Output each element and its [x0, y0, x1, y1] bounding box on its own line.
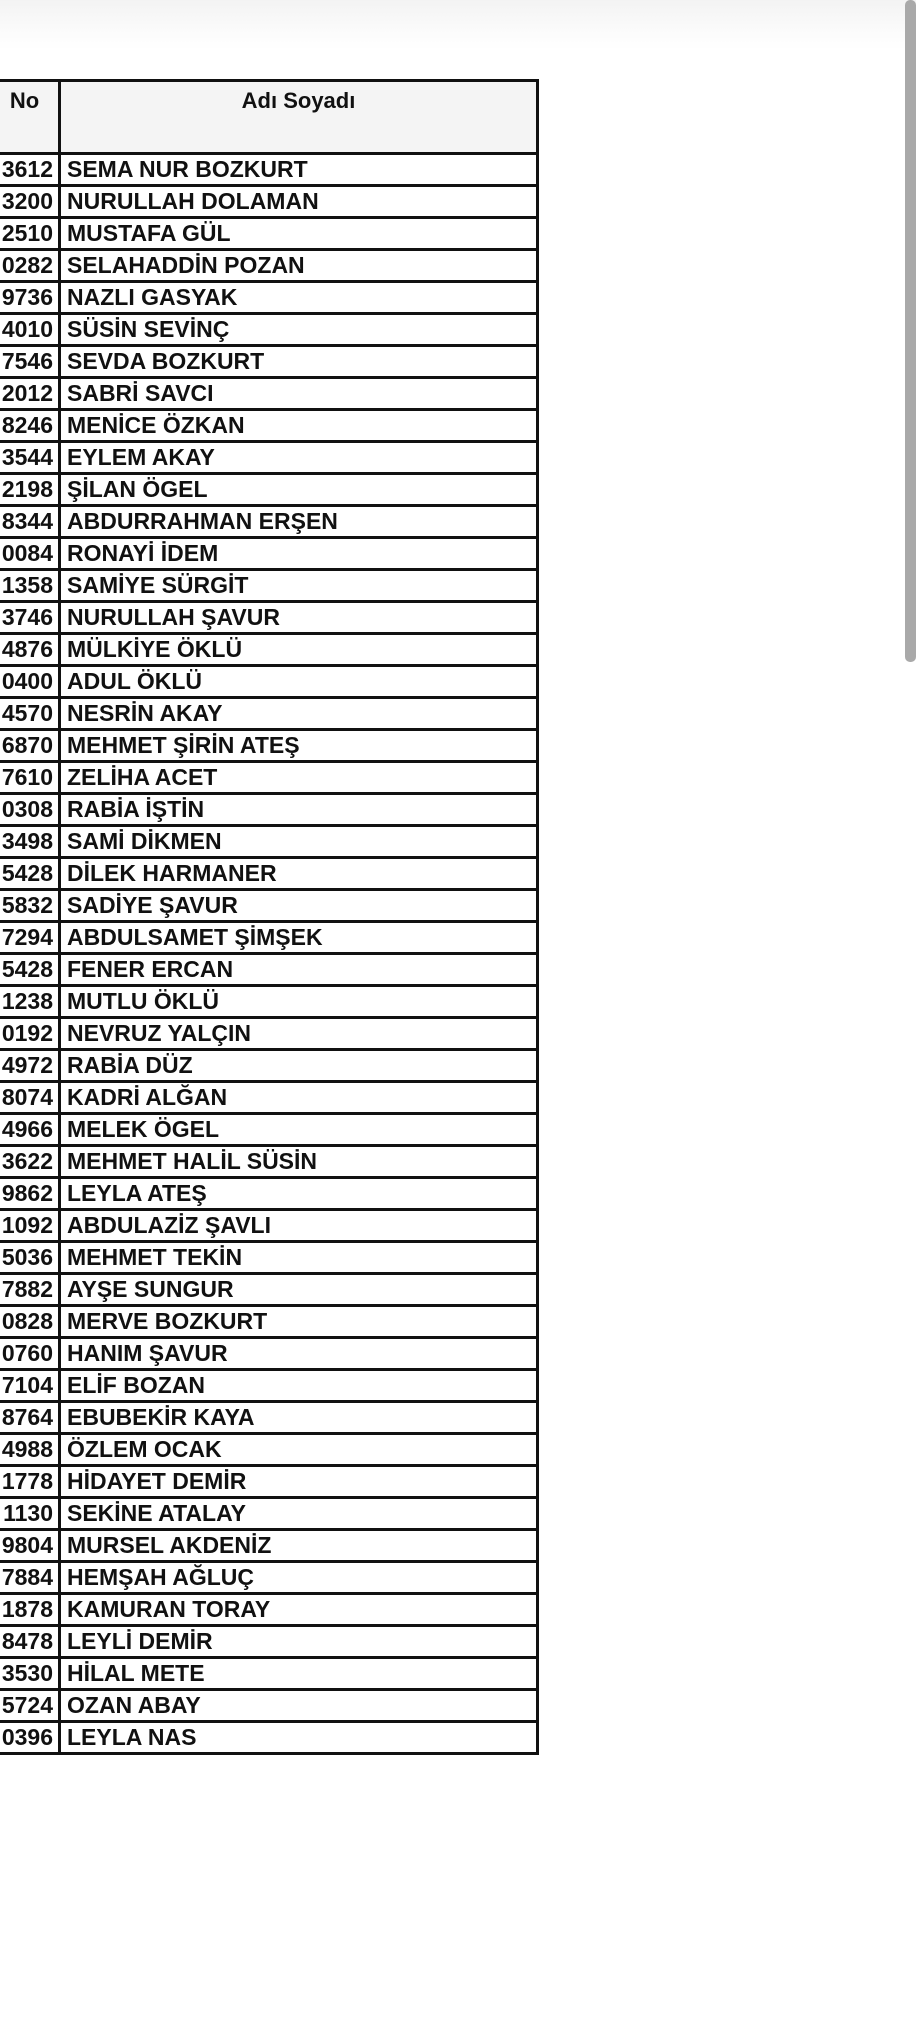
table-row	[0, 1562, 538, 1594]
row-number: 9736	[0, 282, 60, 314]
table-row	[0, 1050, 538, 1082]
row-number: 5428	[0, 954, 60, 986]
row-number: 4966	[0, 1114, 60, 1146]
column-header-name: Adı Soyadı	[60, 81, 538, 154]
row-full-name: MURSEL AKDENİZ	[60, 1530, 538, 1562]
row-full-name: DİLEK HARMANER	[60, 858, 538, 890]
table-row	[0, 1018, 538, 1050]
table-row	[0, 1530, 538, 1562]
row-full-name: SEVDA BOZKURT	[60, 346, 538, 378]
table-row	[0, 346, 538, 378]
row-full-name: SAMİ DİKMEN	[60, 826, 538, 858]
table-row	[0, 474, 538, 506]
row-full-name: RABİA İŞTİN	[60, 794, 538, 826]
row-number: 1778	[0, 1466, 60, 1498]
table-row	[0, 538, 538, 570]
vertical-scrollbar[interactable]	[905, 0, 916, 662]
table-row	[0, 410, 538, 442]
row-number: 4972	[0, 1050, 60, 1082]
row-number: 7884	[0, 1562, 60, 1594]
table-row	[0, 1274, 538, 1306]
row-full-name: ABDULAZİZ ŞAVLI	[60, 1210, 538, 1242]
row-number: 0282	[0, 250, 60, 282]
row-number: 8478	[0, 1626, 60, 1658]
table-row	[0, 1306, 538, 1338]
row-full-name: MEHMET ŞİRİN ATEŞ	[60, 730, 538, 762]
row-full-name: NURULLAH ŞAVUR	[60, 602, 538, 634]
table-row	[0, 250, 538, 282]
table-row	[0, 1402, 538, 1434]
table-row	[0, 1114, 538, 1146]
row-number: 2510	[0, 218, 60, 250]
table-row	[0, 442, 538, 474]
table-row	[0, 1146, 538, 1178]
row-full-name: RONAYİ İDEM	[60, 538, 538, 570]
row-number: 8074	[0, 1082, 60, 1114]
table-row	[0, 506, 538, 538]
table-row	[0, 826, 538, 858]
row-full-name: KAMURAN TORAY	[60, 1594, 538, 1626]
table-row	[0, 730, 538, 762]
row-number: 4876	[0, 634, 60, 666]
row-full-name: SEKİNE ATALAY	[60, 1498, 538, 1530]
row-number: 1130	[0, 1498, 60, 1530]
row-full-name: SÜSİN SEVİNÇ	[60, 314, 538, 346]
row-number: 7546	[0, 346, 60, 378]
table-row	[0, 634, 538, 666]
row-number: 5428	[0, 858, 60, 890]
row-number: 8344	[0, 506, 60, 538]
row-number: 4570	[0, 698, 60, 730]
row-full-name: HİDAYET DEMİR	[60, 1466, 538, 1498]
row-full-name: HİLAL METE	[60, 1658, 538, 1690]
row-full-name: SAMİYE SÜRGİT	[60, 570, 538, 602]
table-row	[0, 794, 538, 826]
row-number: 3530	[0, 1658, 60, 1690]
table-row	[0, 1498, 538, 1530]
table-row	[0, 698, 538, 730]
table-row	[0, 1658, 538, 1690]
row-number: 5036	[0, 1242, 60, 1274]
table-row	[0, 1178, 538, 1210]
name-list-table	[0, 79, 539, 1755]
table-row	[0, 1434, 538, 1466]
row-number: 0828	[0, 1306, 60, 1338]
row-full-name: KADRİ ALĞAN	[60, 1082, 538, 1114]
row-full-name: EBUBEKİR KAYA	[60, 1402, 538, 1434]
row-number: 3544	[0, 442, 60, 474]
row-number: 5832	[0, 890, 60, 922]
row-number: 2012	[0, 378, 60, 410]
row-number: 3498	[0, 826, 60, 858]
row-number: 3622	[0, 1146, 60, 1178]
row-number: 9804	[0, 1530, 60, 1562]
row-number: 0084	[0, 538, 60, 570]
table-row	[0, 922, 538, 954]
row-full-name: OZAN ABAY	[60, 1690, 538, 1722]
row-full-name: MUSTAFA GÜL	[60, 218, 538, 250]
row-full-name: ADUL ÖKLÜ	[60, 666, 538, 698]
row-number: 4010	[0, 314, 60, 346]
table-header-row	[0, 81, 538, 154]
table-body	[0, 154, 538, 1754]
row-number: 4988	[0, 1434, 60, 1466]
table-row	[0, 1690, 538, 1722]
row-number: 0396	[0, 1722, 60, 1754]
row-number: 0760	[0, 1338, 60, 1370]
row-number: 3200	[0, 186, 60, 218]
row-full-name: AYŞE SUNGUR	[60, 1274, 538, 1306]
table-row	[0, 762, 538, 794]
row-number: 1238	[0, 986, 60, 1018]
row-number: 7104	[0, 1370, 60, 1402]
row-full-name: HANIM ŞAVUR	[60, 1338, 538, 1370]
row-number: 7294	[0, 922, 60, 954]
row-full-name: LEYLA ATEŞ	[60, 1178, 538, 1210]
row-full-name: HEMŞAH AĞLUÇ	[60, 1562, 538, 1594]
column-header-no: No	[0, 81, 60, 154]
row-number: 1092	[0, 1210, 60, 1242]
row-full-name: MUTLU ÖKLÜ	[60, 986, 538, 1018]
row-number: 1358	[0, 570, 60, 602]
row-full-name: MÜLKİYE ÖKLÜ	[60, 634, 538, 666]
table-row	[0, 314, 538, 346]
row-number: 6870	[0, 730, 60, 762]
table-row	[0, 1242, 538, 1274]
row-number: 0192	[0, 1018, 60, 1050]
row-full-name: SABRİ SAVCI	[60, 378, 538, 410]
table-row	[0, 1082, 538, 1114]
row-number: 2198	[0, 474, 60, 506]
table-row	[0, 986, 538, 1018]
row-full-name: NAZLI GASYAK	[60, 282, 538, 314]
row-full-name: MELEK ÖGEL	[60, 1114, 538, 1146]
table-row	[0, 1594, 538, 1626]
row-full-name: MERVE BOZKURT	[60, 1306, 538, 1338]
table-row	[0, 282, 538, 314]
row-full-name: MEHMET TEKİN	[60, 1242, 538, 1274]
table-row	[0, 570, 538, 602]
row-number: 0308	[0, 794, 60, 826]
table-row	[0, 154, 538, 186]
table-row	[0, 1370, 538, 1402]
table-row	[0, 954, 538, 986]
row-number: 8764	[0, 1402, 60, 1434]
row-number: 9862	[0, 1178, 60, 1210]
table-row	[0, 1722, 538, 1754]
table-row	[0, 858, 538, 890]
row-full-name: ABDULSAMET ŞİMŞEK	[60, 922, 538, 954]
row-number: 5724	[0, 1690, 60, 1722]
row-full-name: NURULLAH DOLAMAN	[60, 186, 538, 218]
row-full-name: ZELİHA ACET	[60, 762, 538, 794]
row-full-name: MENİCE ÖZKAN	[60, 410, 538, 442]
table-row	[0, 186, 538, 218]
table-row	[0, 602, 538, 634]
top-shadow	[0, 0, 916, 50]
row-number: 7610	[0, 762, 60, 794]
row-full-name: SADİYE ŞAVUR	[60, 890, 538, 922]
row-number: 3746	[0, 602, 60, 634]
row-number: 8246	[0, 410, 60, 442]
row-full-name: NEVRUZ YALÇIN	[60, 1018, 538, 1050]
row-full-name: SELAHADDİN POZAN	[60, 250, 538, 282]
table-row	[0, 1338, 538, 1370]
row-number: 3612	[0, 154, 60, 186]
row-full-name: EYLEM AKAY	[60, 442, 538, 474]
table-row	[0, 378, 538, 410]
table-row	[0, 1210, 538, 1242]
row-full-name: ABDURRAHMAN ERŞEN	[60, 506, 538, 538]
row-full-name: MEHMET HALİL SÜSİN	[60, 1146, 538, 1178]
table-row	[0, 1626, 538, 1658]
row-full-name: ÖZLEM OCAK	[60, 1434, 538, 1466]
table-row	[0, 666, 538, 698]
row-full-name: FENER ERCAN	[60, 954, 538, 986]
table-row	[0, 1466, 538, 1498]
row-full-name: RABİA DÜZ	[60, 1050, 538, 1082]
row-full-name: ŞİLAN ÖGEL	[60, 474, 538, 506]
table-row	[0, 218, 538, 250]
table-row	[0, 890, 538, 922]
row-number: 7882	[0, 1274, 60, 1306]
row-full-name: ELİF BOZAN	[60, 1370, 538, 1402]
row-full-name: LEYLA NAS	[60, 1722, 538, 1754]
row-full-name: SEMA NUR BOZKURT	[60, 154, 538, 186]
row-number: 1878	[0, 1594, 60, 1626]
row-full-name: NESRİN AKAY	[60, 698, 538, 730]
row-number: 0400	[0, 666, 60, 698]
row-full-name: LEYLİ DEMİR	[60, 1626, 538, 1658]
